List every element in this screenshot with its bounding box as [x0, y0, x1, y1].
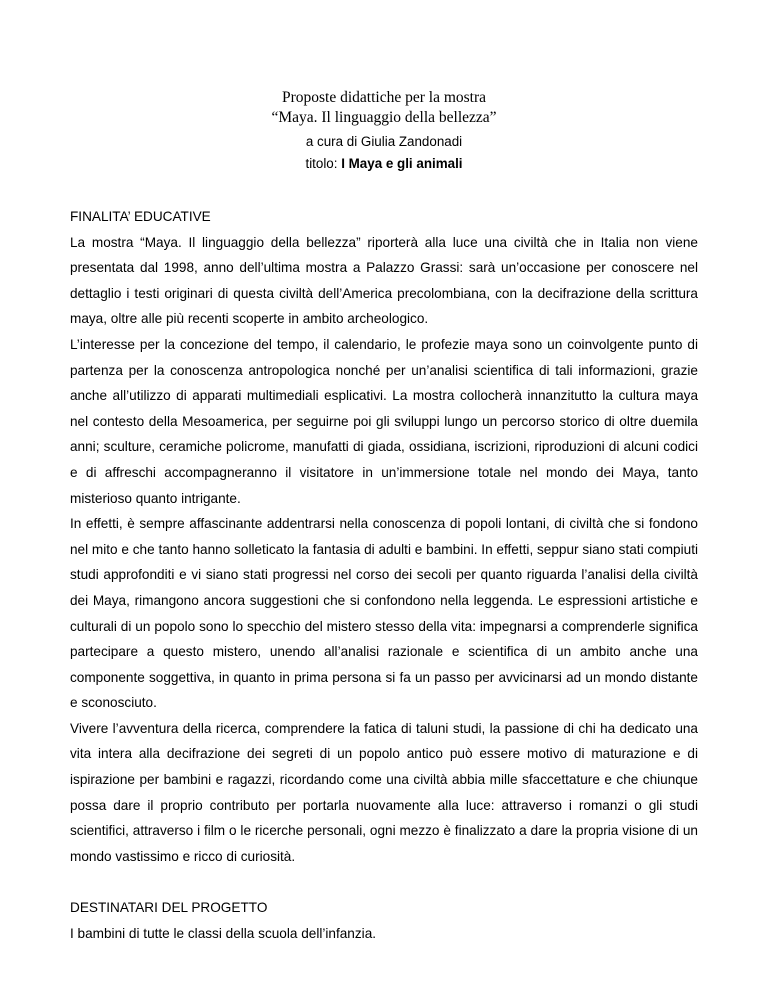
- title-line: [0, 153, 768, 175]
- section-heading-finalita: FINALITA’ EDUCATIVE: [70, 209, 211, 224]
- paragraph-4: Vivere l’avventura della ricerca, comprendere la fatica di taluni studi, la passione di chi ha dedicato una vita intera alla decifrazione dei segreti di un popolo antico può essere motivo di maturazione e di ispirazione per bambini e ragazzi, ricordando come una civiltà abbia mille sfaccettature e che chiunque possa dare il proprio contributo per portarla nuovamente alla luce: attraverso i romanzi o gli studi scientifici, attraverso i film o le ricerche personali, ogni mezzo è finalizzato a dare la propria visione di un mondo vastissimo e ricco di curiosità.: [70, 720, 698, 864]
- title-value: I Maya e gli animali: [341, 156, 463, 171]
- curator-line: a cura di Giulia Zandonadi: [305, 134, 463, 149]
- paragraph-3: In effetti, è sempre affascinante addentrarsi nella conoscenza di popoli lontani, di civiltà che si fondono nel mito e che tanto hanno solleticato la fantasia di adulti e bambini. In effetti, seppur siano stati compiuti studi approfonditi e vi siano stati progressi nel corso dei secoli per quanto riguarda l’analisi della civiltà dei Maya, rimangono ancora suggestioni che si confondono nella leggenda. Le espressioni artistiche e culturali di un popolo sono lo specchio del mistero stesso della vita: impegnarsi a comprenderle significa partecipare a questo mistero, unendo all’analisi razionale e scientifica di un ambito anche una componente soggettiva, in quanto in prima persona si fa un passo per avvicinarsi ad un mondo distante e sconosciuto.: [70, 516, 698, 711]
- document-body: [70, 204, 698, 946]
- section-spacer: [70, 869, 698, 895]
- header-line-1: Proposte didattiche per la mostra: [281, 89, 487, 106]
- paragraph-1: La mostra “Maya. Il linguaggio della bellezza” riporterà alla luce una civiltà che in Italia non viene presentata dal 1998, anno dell’ultima mostra a Palazzo Grassi: sarà un’occasione per conoscere nel dettaglio i testi originari di questa civiltà dell’America precolombiana, con la decifrazione della scrittura maya, oltre alle più recenti scoperte in ambito archeologico.: [70, 234, 698, 327]
- paragraph-2: L’interesse per la concezione del tempo, il calendario, le profezie maya sono un coinvolgente punto di partenza per la conoscenza antropologica nonché per un’analisi scientifica di tali informazioni, grazie anche all’utilizzo di apparati multimediali esplicativi. La mostra collocherà innanzitutto la cultura maya nel contesto della Mesoamerica, per seguirne poi gli sviluppi lungo un percorso storico di oltre duemila anni; sculture, ceramiche policrome, manufatti di giada, ossidiana, iscrizioni, riproduzioni di alcuni codici e di affreschi accompagneranno il visitatore in un’immersione totale nel mondo dei Maya, tanto misterioso quanto intrigante.: [70, 336, 698, 506]
- title-prefix: titolo:: [305, 156, 342, 171]
- destinatari-text: I bambini di tutte le classi della scuola dell’infanzia.: [70, 925, 377, 941]
- section-heading-destinatari: DESTINATARI DEL PROGETTO: [70, 900, 268, 916]
- document-header: [0, 88, 768, 175]
- header-line-2: “Maya. Il linguaggio della bellezza”: [271, 109, 497, 126]
